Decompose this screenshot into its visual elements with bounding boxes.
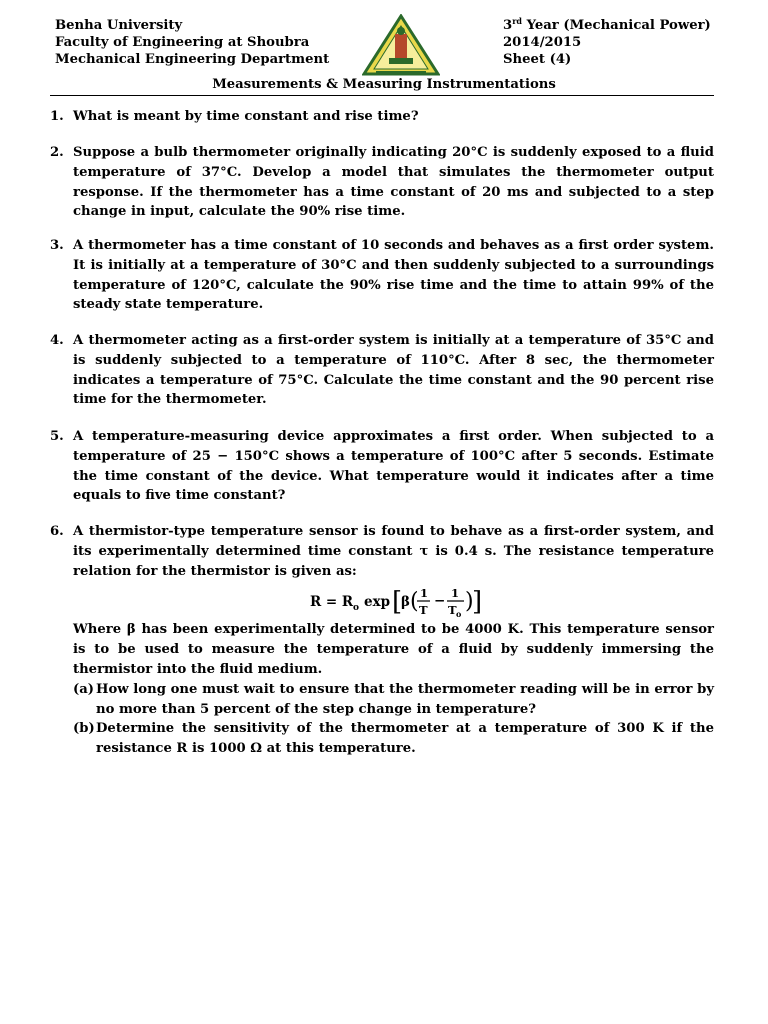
sheet-number: Sheet (4)	[503, 52, 572, 67]
question-text: A thermometer has a time constant of 10 seconds and behaves as a first order system. It is initially at a temperature of 30°C and then suddenly subjected to a surroundings temperature of 120°C, calculate the 90% rise time and the time to attain 99% of the steady state temperature.	[73, 238, 714, 313]
left-paren: (	[410, 589, 419, 614]
academic-year: 2014/2015	[503, 35, 582, 50]
question-text: What is meant by time constant and rise time?	[73, 109, 419, 124]
fraction-1-denominator: T	[419, 603, 428, 617]
faculty-name: Faculty of Engineering at Shoubra	[55, 35, 310, 50]
formula-beta: β	[401, 594, 410, 610]
question-6-part-b	[73, 719, 714, 759]
question-text: A thermometer acting as a first-order system is initially at a temperature of 35°C and is suddenly subjected to a temperature of 110°C. After 8 sec, the thermometer indicates a temperature of 75°C. Calculate the time constant and the 90 percent rise time for the thermometer.	[73, 333, 714, 408]
department-name: Mechanical Engineering Department	[55, 52, 330, 67]
formula-minus: −	[434, 593, 446, 609]
question-text: Where β has been experimentally determined to be 4000 K. This temperature sensor is to be used to measure the temperature of a fluid by suddenly immersing the thermistor into the fluid medium.	[73, 622, 714, 677]
question-5	[50, 427, 714, 506]
header-divider	[50, 95, 714, 96]
question-number: 5.	[50, 429, 64, 444]
formula-lhs: R = R	[310, 594, 354, 610]
question-1	[50, 107, 714, 127]
question-6	[50, 522, 714, 581]
university-name: Benha University	[55, 18, 183, 33]
question-number: 3.	[50, 238, 64, 253]
question-3	[50, 236, 714, 315]
header-institution	[55, 17, 329, 68]
question-4	[50, 331, 714, 410]
fraction-2-numerator: 1	[451, 586, 460, 600]
question-6-continued	[50, 620, 714, 679]
question-text: A thermistor-type temperature sensor is found to behave as a first-order system, and its experimentally determined time constant τ is 0.4 s. The resistance temperature relation for the thermistor is given as:	[73, 524, 714, 579]
part-text: Determine the sensitivity of the thermometer at a temperature of 300 K if the resistance R is 1000 Ω at this temperature.	[96, 721, 714, 756]
fraction-2-subscript-o: o	[456, 609, 462, 619]
formula-exp: exp	[364, 594, 391, 610]
question-number: 4.	[50, 333, 64, 348]
question-text: A temperature-measuring device approximates a first order. When subjected to a temperature of 25 − 150°C shows a temperature of 100°C after 5 seconds. Estimate the time constant of the device. What temperature would it indicates after a time equals to five time constant?	[73, 429, 714, 504]
question-6-part-a	[73, 680, 714, 720]
left-bracket: [	[392, 587, 403, 617]
formula-subscript-o: o	[353, 603, 360, 613]
part-label: (a)	[73, 682, 95, 697]
fraction-2-denominator: T	[448, 603, 457, 617]
fraction-1-numerator: 1	[420, 586, 429, 600]
part-label: (b)	[73, 721, 95, 736]
question-text: Suppose a bulb thermometer originally indicating 20°C is suddenly exposed to a fluid temperature of 37°C. Develop a model that simulates the thermometer output response. If the thermometer has a time constant of 20 ms and subjected to a step change in input, calculate the 90% rise time.	[73, 145, 714, 220]
question-number: 2.	[50, 145, 64, 160]
course-title: Measurements & Measuring Instrumentations	[212, 77, 556, 92]
right-bracket: ]	[472, 587, 483, 617]
part-text: How long one must wait to ensure that the thermometer reading will be in error by no more than 5 percent of the step change in temperature?	[96, 682, 714, 717]
question-number: 1.	[50, 109, 64, 124]
university-logo	[362, 14, 440, 78]
question-2	[50, 143, 714, 222]
question-number: 6.	[50, 524, 64, 539]
year-label: 3rd Year (Mechanical Power)	[503, 16, 711, 33]
header-course-info	[503, 17, 711, 68]
resistance-formula	[310, 582, 510, 620]
right-paren: )	[465, 589, 474, 614]
